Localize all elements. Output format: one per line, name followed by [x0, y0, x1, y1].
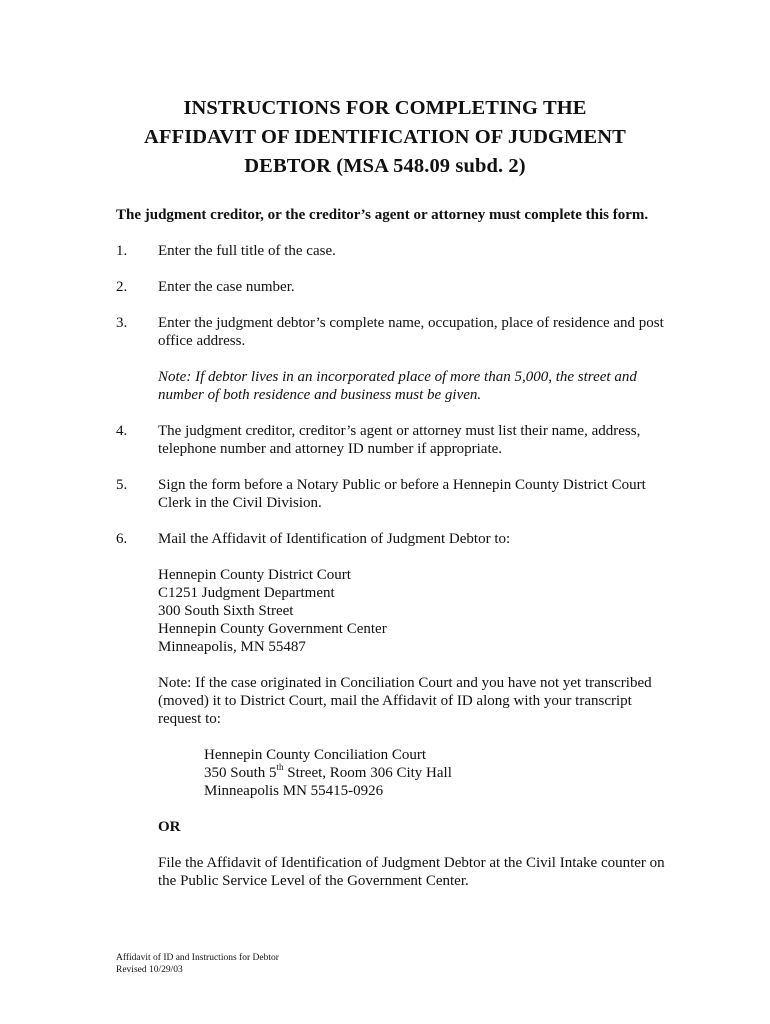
document-footer — [116, 953, 279, 976]
address-line: Hennepin County Conciliation Court — [204, 747, 427, 763]
item-text: The judgment creditor, creditor’s agent or attorney must list their name, address, telephone number and attorney ID number if appropriate. — [158, 423, 641, 457]
item-number: 3. — [116, 315, 128, 331]
instruction-item-5 — [116, 476, 676, 512]
address-line: Minneapolis, MN 55487 — [158, 639, 306, 655]
address-line: Hennepin County Government Center — [158, 621, 387, 637]
title-line-3: DEBTOR (MSA 548.09 subd. 2) — [244, 155, 526, 177]
or-label: OR — [158, 819, 181, 835]
title-line-2: AFFIDAVIT OF IDENTIFICATION OF JUDGMENT — [144, 126, 626, 148]
conciliation-court-address — [158, 746, 676, 800]
item-number: 2. — [116, 279, 128, 295]
address-line — [204, 764, 676, 782]
address-line: 300 South Sixth Street — [158, 603, 294, 619]
address-line: Hennepin County District Court — [158, 567, 351, 583]
item-number: 4. — [116, 423, 128, 439]
footer-revision: Revised 10/29/03 — [116, 964, 183, 975]
file-in-person-text: File the Affidavit of Identification of Judgment Debtor at the Civil Intake counter on the Public Service Level of the Government Center. — [158, 855, 665, 889]
instruction-item-2 — [116, 278, 676, 296]
district-court-address — [158, 566, 676, 656]
item-number: 6. — [116, 531, 128, 547]
address-note: Note: If debtor lives in an incorporated place of more than 5,000, the street and number of both residence and business must be given. — [158, 369, 637, 403]
item-number: 5. — [116, 477, 128, 493]
ordinal-suffix: th — [276, 762, 284, 772]
title-line-1: INSTRUCTIONS FOR COMPLETING THE — [183, 97, 587, 119]
item-text: Enter the case number. — [158, 279, 295, 295]
item-text: Enter the full title of the case. — [158, 243, 336, 259]
instruction-item-1 — [116, 242, 676, 260]
item-text: Sign the form before a Notary Public or before a Hennepin County District Court Clerk in the Civil Division. — [158, 477, 646, 511]
instruction-item-3 — [116, 314, 676, 404]
instruction-item-6 — [116, 530, 676, 890]
item-text: Enter the judgment debtor’s complete name, occupation, place of residence and post office address. — [158, 315, 664, 349]
intro-statement: The judgment creditor, or the creditor’s agent or attorney must complete this form. — [116, 207, 649, 223]
item-text: Mail the Affidavit of Identification of Judgment Debtor to: — [158, 531, 511, 547]
conciliation-note: Note: If the case originated in Conciliation Court and you have not yet transcribed (moved) it to District Court, mail the Affidavit of ID along with your transcript request to: — [158, 675, 652, 727]
item-number: 1. — [116, 243, 128, 259]
instruction-list — [116, 242, 676, 908]
address-line: C1251 Judgment Department — [158, 585, 335, 601]
document-title — [0, 94, 770, 181]
instruction-item-4 — [116, 422, 676, 458]
address-street-rest: Street, Room 306 City Hall — [283, 765, 452, 781]
footer-line-1: Affidavit of ID and Instructions for Debtor — [116, 953, 279, 963]
address-street-number: 350 South 5 — [204, 765, 277, 781]
address-line: Minneapolis MN 55415-0926 — [204, 783, 384, 799]
